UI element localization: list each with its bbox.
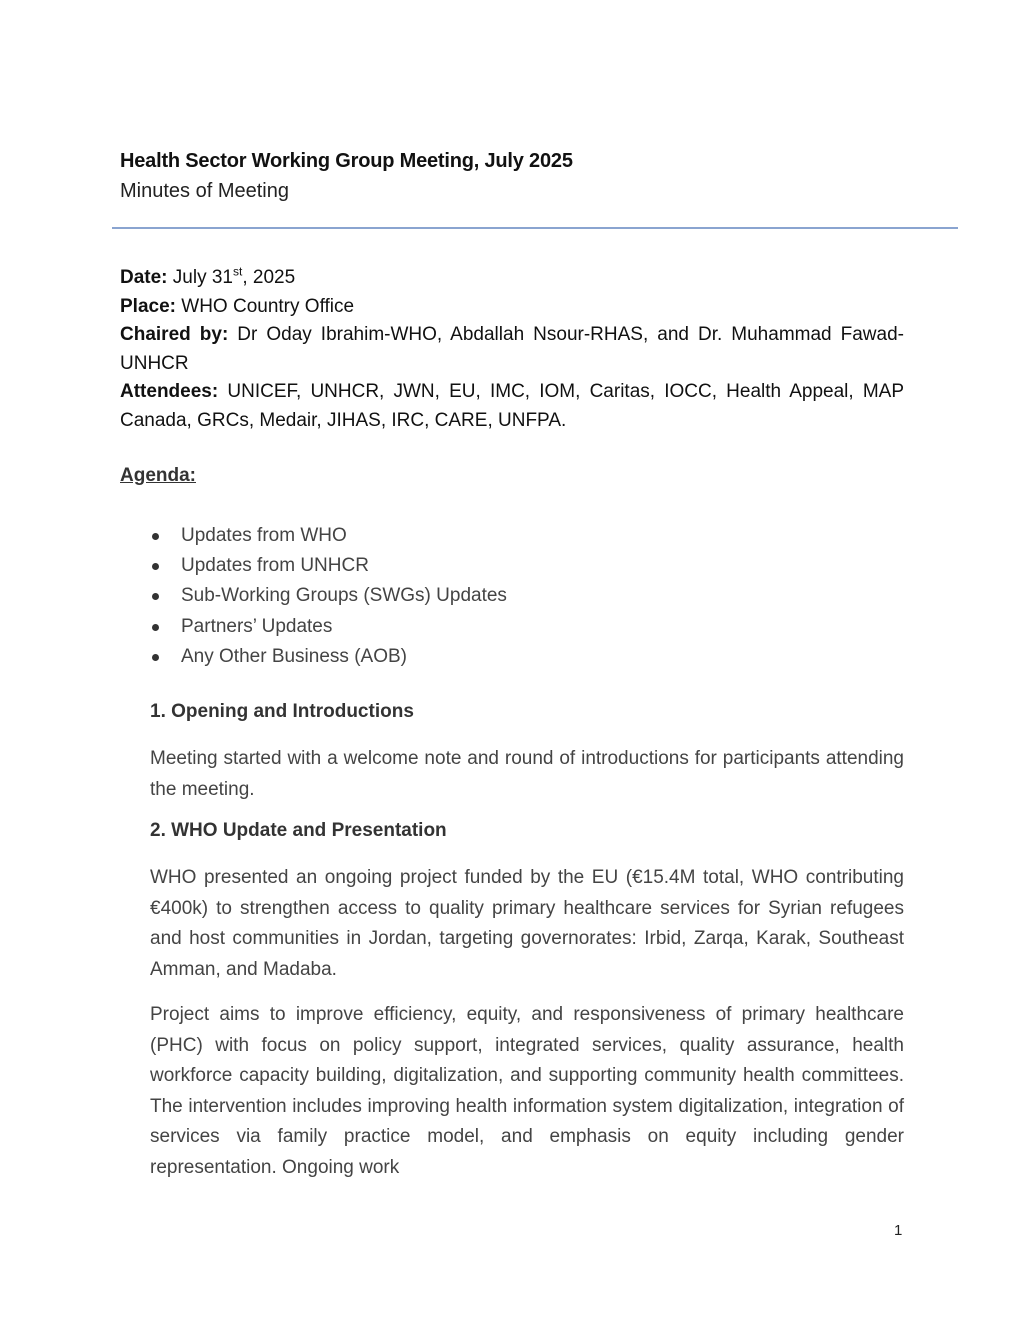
attendees-value: UNICEF, UNHCR, JWN, EU, IMC, IOM, Caritas, IOCC, Health Appeal, MAP Canada, GRCs, Medair, JIHAS, IRC, CARE, UNFPA.: [120, 381, 905, 431]
agenda-item: [150, 521, 507, 551]
chaired-value: Dr Oday Ibrahim-WHO, Abdallah Nsour-RHAS, and Dr. Muhammad Fawad-UNHCR: [120, 324, 904, 374]
agenda-list: [150, 521, 507, 672]
section-paragraph-opening: Meeting started with a welcome note and round of introductions for participants attending the meeting.: [150, 748, 904, 800]
header-divider: [112, 227, 958, 229]
document-subtitle: Minutes of Meeting: [120, 180, 289, 202]
date-label: Date:: [120, 267, 168, 288]
place-line: [120, 293, 904, 322]
agenda-item: [150, 612, 507, 642]
place-value: WHO Country Office: [181, 295, 355, 317]
section-paragraph-who-aims: Project aims to improve efficiency, equity, and responsiveness of primary healthcare (PHC) with focus on policy support, integrated services, quality assurance, health workforce capacity building, digitalization, and supporting community health committees. The intervention includes improving health information system digitalization, integration of services via family practice model, and emphasis on equity including gender representation. Ongoing work: [150, 1004, 904, 1178]
date-value-pre: July 31: [172, 267, 233, 288]
section-heading-who-update: 2. WHO Update and Presentation: [150, 820, 447, 841]
bullet-icon: [152, 563, 159, 570]
bullet-icon: [152, 593, 159, 600]
section-paragraph-who-project: WHO presented an ongoing project funded by the EU (€15.4M total, WHO contributing €400k) to strengthen access to quality primary healthcare services for Syrian refugees and host communities in Jordan, targeting governorates: Irbid, Zarqa, Karak, Southeast Amman, and Madaba.: [150, 867, 904, 980]
agenda-item-text: Any Other Business (AOB): [181, 645, 407, 667]
document-title: Health Sector Working Group Meeting, July 2025: [120, 150, 573, 172]
agenda-item-text: Partners’ Updates: [181, 615, 333, 637]
attendees-label: Attendees:: [120, 381, 219, 402]
page-number: 1: [894, 1222, 903, 1239]
agenda-item: [150, 642, 507, 672]
agenda-item: [150, 581, 507, 611]
date-value-post: , 2025: [242, 267, 296, 288]
date-line: [120, 264, 904, 293]
section-heading-opening: 1. Opening and Introductions: [150, 701, 414, 722]
bullet-icon: [152, 533, 159, 540]
attendees-line: [120, 378, 904, 435]
meeting-details: [120, 264, 904, 435]
bullet-icon: [152, 654, 159, 661]
chaired-label: Chaired by:: [120, 324, 229, 345]
agenda-item-text: Updates from WHO: [181, 525, 347, 546]
chaired-line: [120, 321, 904, 378]
agenda-heading: Agenda:: [120, 465, 196, 486]
date-value-sup: st: [233, 264, 243, 279]
place-label: Place:: [120, 295, 176, 317]
agenda-item-text: Sub-Working Groups (SWGs) Updates: [181, 585, 507, 607]
agenda-item: [150, 551, 507, 581]
agenda-item-text: Updates from UNHCR: [181, 555, 369, 577]
bullet-icon: [152, 624, 159, 631]
